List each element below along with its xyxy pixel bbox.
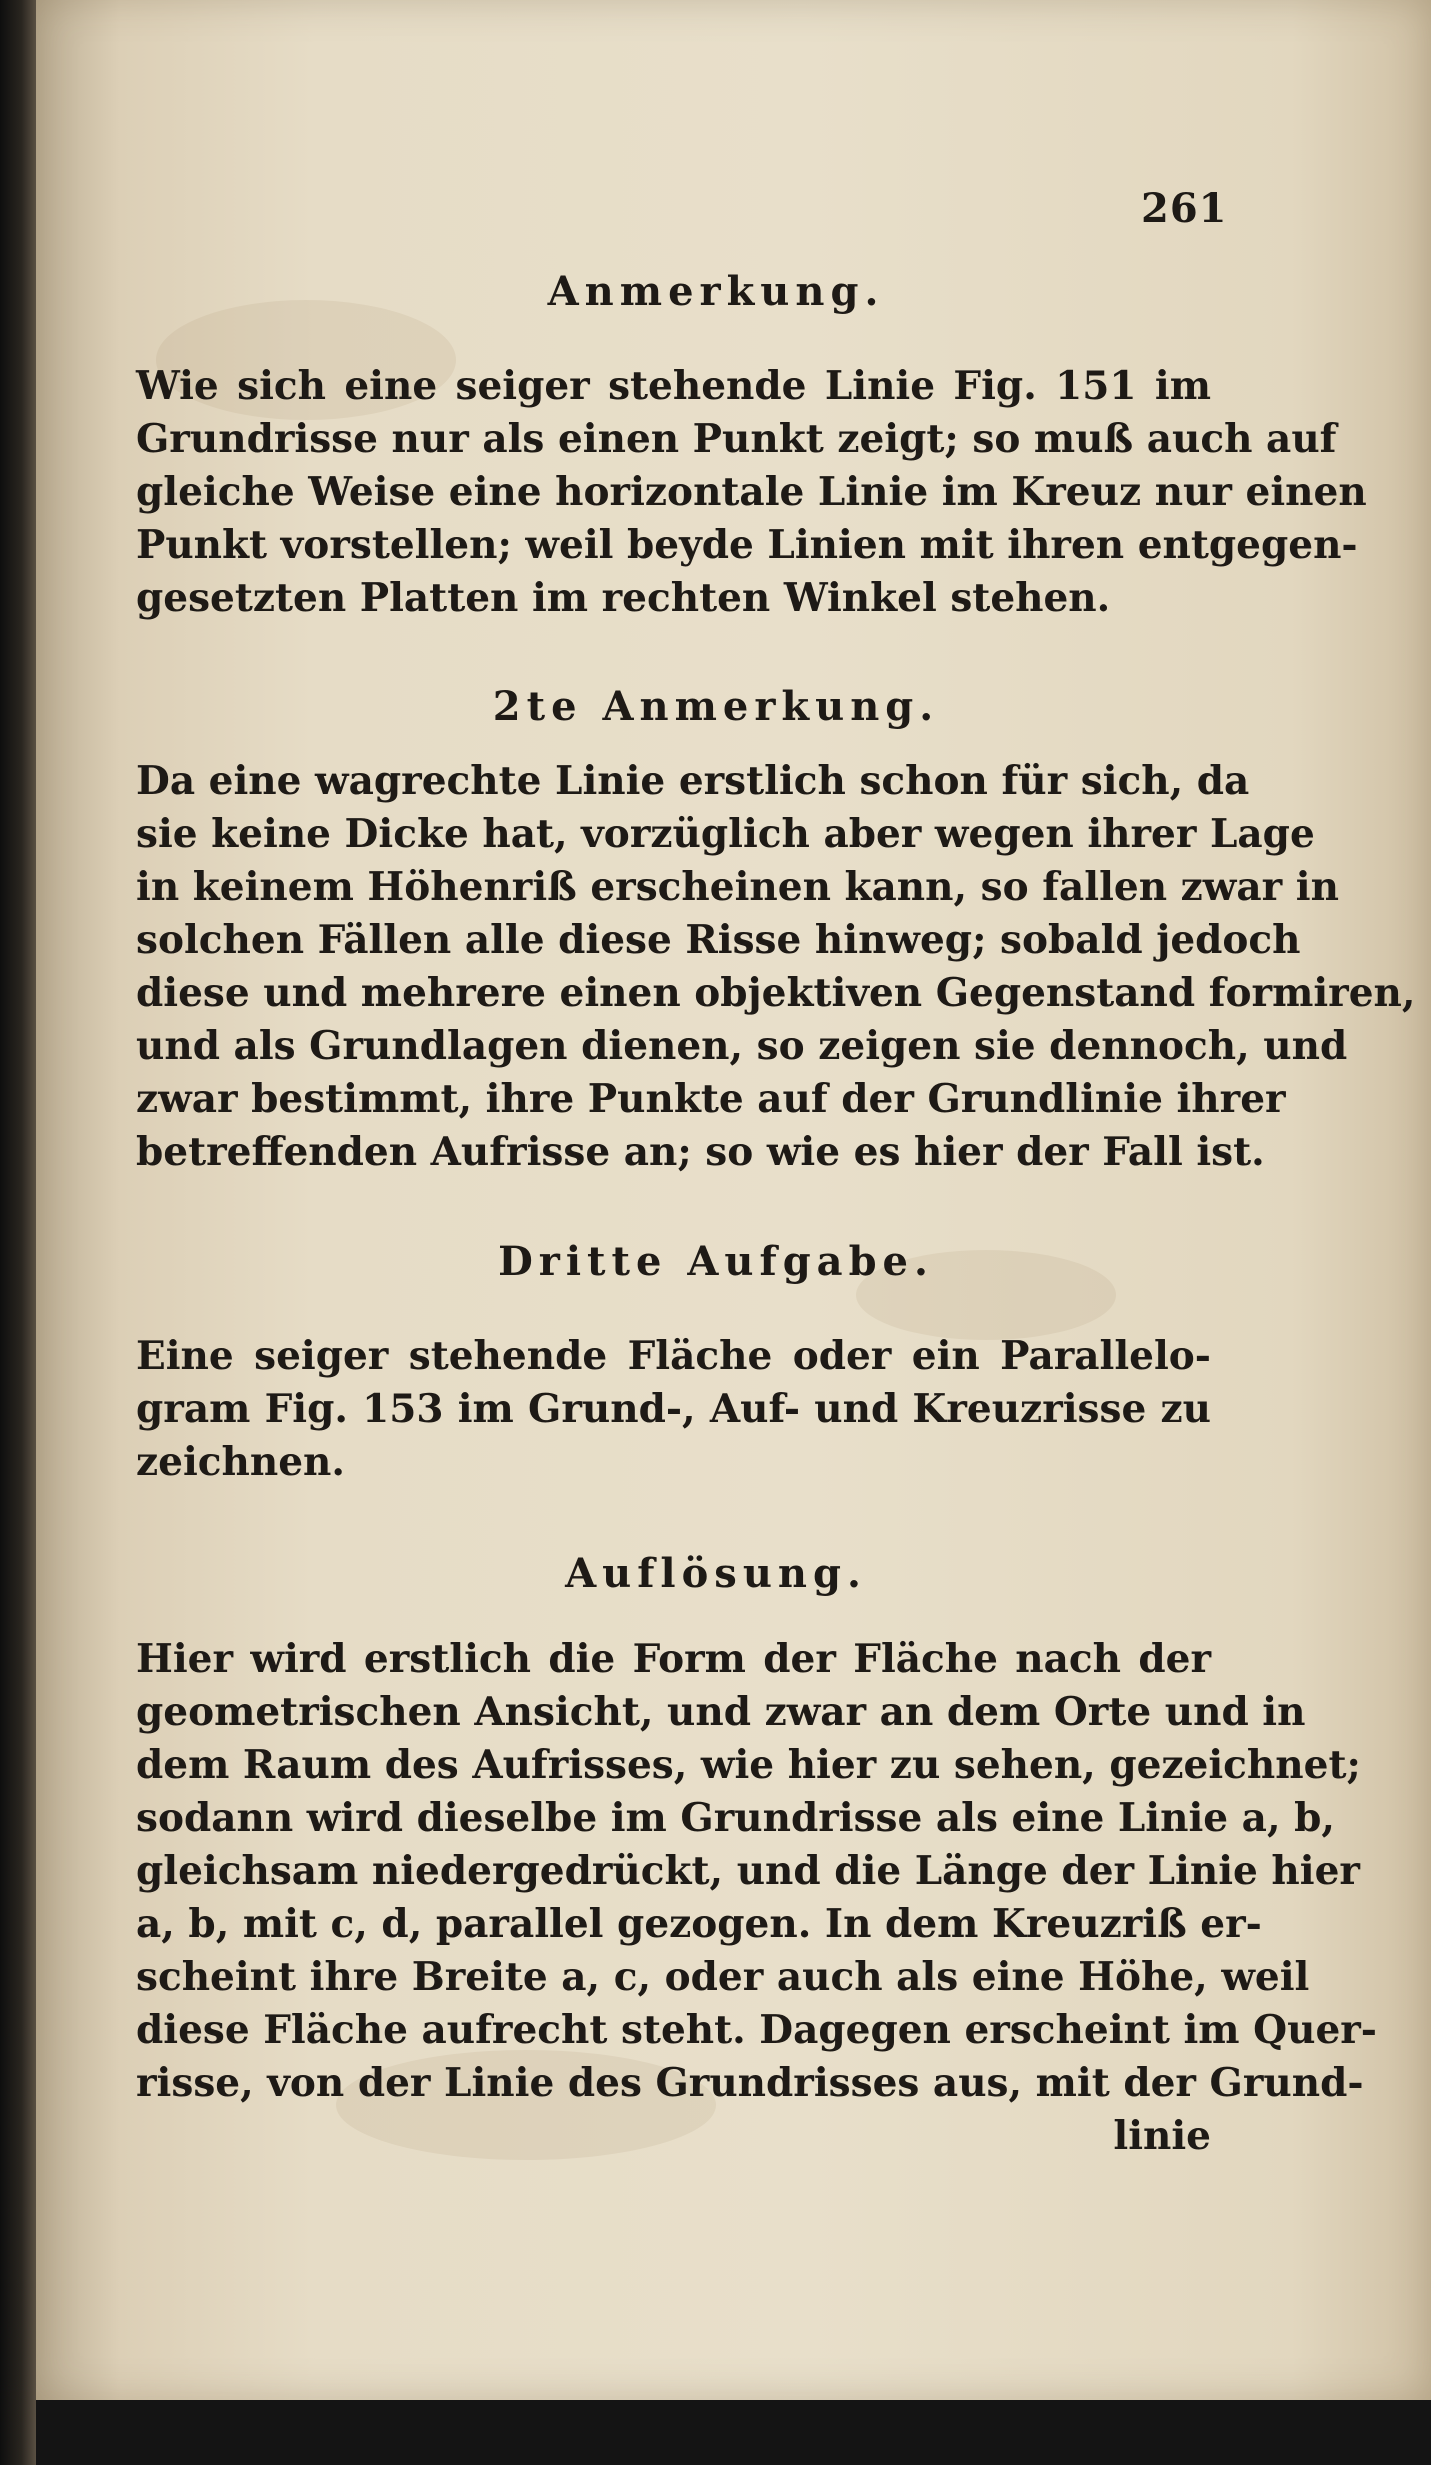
section-heading-2te-anmerkung: 2te Anmerkung. <box>492 683 940 730</box>
text-line: geometrischen Ansicht, und zwar an dem Orte und in <box>136 1689 1306 1735</box>
section-heading-aufloesung: Auflösung. <box>565 1550 867 1597</box>
paragraph-2te-anmerkung <box>136 755 1416 1179</box>
catchword: linie <box>1113 2113 1211 2159</box>
text-line: gleichsam niedergedrückt, und die Länge der Linie hier <box>136 1848 1360 1894</box>
text-line: sodann wird dieselbe im Grundrisse als eine Linie a, b, <box>136 1795 1335 1841</box>
text-line: dem Raum des Aufrisses, wie hier zu sehen, gezeichnet; <box>136 1742 1361 1788</box>
text-line: in keinem Höhenriß erscheinen kann, so fallen zwar in <box>136 864 1339 910</box>
book-spine-shadow <box>0 0 36 2465</box>
page-number: 261 <box>1141 185 1228 232</box>
text-line: zwar bestimmt, ihre Punkte auf der Grundlinie ihrer <box>136 1076 1286 1122</box>
page-sheet <box>36 0 1431 2400</box>
text-line: risse, von der Linie des Grundrisses aus, mit der Grund- <box>136 2060 1364 2106</box>
text-line: gesetzten Platten im rechten Winkel stehen. <box>136 575 1111 621</box>
text-line: scheint ihre Breite a, c, oder auch als eine Höhe, weil <box>136 1954 1310 2000</box>
scan-bottom-margin <box>36 2400 1431 2465</box>
text-line: Grundrisse nur als einen Punkt zeigt; so muß auch auf <box>136 416 1337 462</box>
paragraph-dritte-aufgabe <box>136 1330 1211 1489</box>
text-line: Eine seiger stehende Fläche oder ein Parallelo- <box>136 1333 1211 1379</box>
paragraph-aufloesung <box>136 1633 1377 2163</box>
text-line: sie keine Dicke hat, vorzüglich aber wegen ihrer Lage <box>136 811 1315 857</box>
text-line: Da eine wagrechte Linie erstlich schon für sich, da <box>136 758 1250 804</box>
text-line: betreffenden Aufrisse an; so wie es hier der Fall ist. <box>136 1129 1265 1175</box>
text-line: a, b, mit c, d, parallel gezogen. In dem Kreuzriß er- <box>136 1901 1262 1947</box>
section-heading-dritte-aufgabe: Dritte Aufgabe. <box>498 1238 934 1285</box>
text-line: Hier wird erstlich die Form der Fläche nach der <box>136 1636 1211 1682</box>
text-line: Wie sich eine seiger stehende Linie Fig. 151 im <box>136 363 1211 409</box>
text-line: diese Fläche aufrecht steht. Dagegen erscheint im Quer- <box>136 2007 1377 2053</box>
text-line: zeichnen. <box>136 1439 345 1485</box>
text-line: Punkt vorstellen; weil beyde Linien mit ihren entgegen- <box>136 522 1358 568</box>
text-line: gram Fig. 153 im Grund-, Auf- und Kreuzrisse zu <box>136 1386 1211 1432</box>
text-line: und als Grundlagen dienen, so zeigen sie dennoch, und <box>136 1023 1348 1069</box>
text-line: gleiche Weise eine horizontale Linie im Kreuz nur einen <box>136 469 1367 515</box>
paragraph-anmerkung <box>136 360 1367 625</box>
section-heading-anmerkung: Anmerkung. <box>547 268 885 315</box>
text-line: diese und mehrere einen objektiven Gegenstand formiren, <box>136 970 1416 1016</box>
text-line: solchen Fällen alle diese Risse hinweg; sobald jedoch <box>136 917 1301 963</box>
